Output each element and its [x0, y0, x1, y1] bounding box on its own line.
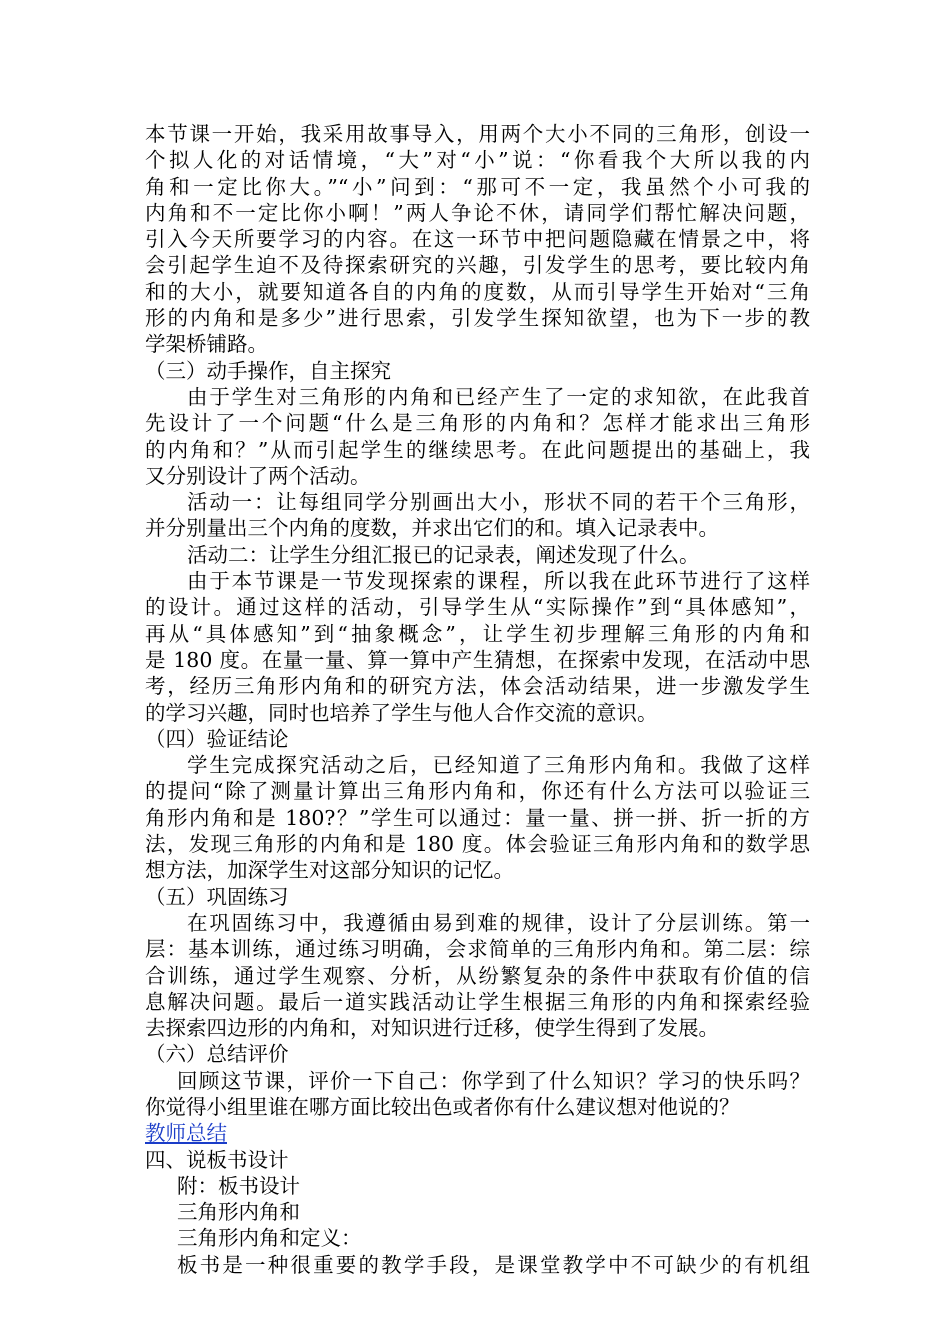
text-line: 的设计。通过这样的活动，引导学生从“实际操作”到“具体感知”， [145, 595, 810, 620]
section-heading-3: （三）动手操作，自主探究 [145, 358, 391, 383]
activity-1 [145, 489, 810, 542]
text-line: 的提问“除了测量计算出三角形内角和，你还有什么方法可以验证三 [145, 779, 810, 804]
text-line: 活动一：让每组同学分别画出大小，形状不同的若干个三角形， [187, 490, 810, 515]
text-line: 层：基本训练，通过练习明确，会求简单的三角形内角和。第二层：综 [145, 937, 810, 962]
text-line: 形的内角和是多少”进行思索，引发学生探知欲望，也为下一步的教 [145, 306, 810, 331]
teacher-summary-link-row [145, 1120, 810, 1146]
board-design-section [145, 1173, 810, 1278]
section-5-paragraph [145, 910, 810, 1041]
text-line: 学架桥铺路。 [145, 332, 268, 357]
text-line: 引入今天所要学习的内容。在这一环节中把问题隐藏在情景之中，将 [145, 227, 810, 252]
section-3-paragraph-2 [145, 568, 810, 726]
text-line: 并分别量出三个内角的度数，并求出它们的和。填入记录表中。 [145, 516, 719, 541]
section-heading-5: （五）巩固练习 [145, 884, 289, 909]
text-line: 由于学生对三角形的内角和已经产生了一定的求知欲，在此我首 [187, 384, 810, 409]
text-line: 法，发现三角形的内角和是 180 度。体会验证三角形内角和的数学思 [145, 832, 810, 857]
text-line: 考，经历三角形内角和的研究方法，体会活动结果，进一步激发学生 [145, 674, 810, 699]
text-line: 个拟人化的对话情境，“大”对“小”说：“你看我个大所以我的内 [145, 148, 810, 173]
section-6-paragraph [145, 1068, 810, 1121]
text-line: 三角形内角和 [177, 1200, 300, 1225]
text-line: 和的大小，就要知道各自的内角的度数，从而引导学生开始对“三角 [145, 279, 810, 304]
document-page [145, 121, 810, 1278]
text-line: 在巩固练习中，我遵循由易到难的规律，设计了分层训练。第一 [187, 910, 810, 935]
text-line: 你觉得小组里谁在哪方面比较出色或者你有什么建议想对他说的？ [145, 1094, 740, 1119]
text-line: 角和一定比你大。”“小”问到：“那可不一定，我虽然个小可我的 [145, 174, 810, 199]
text-line: 的学习兴趣，同时也培养了学生与他人合作交流的意识。 [145, 700, 658, 725]
text-line: 再从“具体感知”到“抽象概念”，让学生初步理解三角形的内角和 [145, 621, 810, 646]
text-line: 的内角和？”从而引起学生的继续思考。在此问题提出的基础上，我 [145, 437, 810, 462]
text-line: 角形内角和是 180?？”学生可以通过：量一量、拼一拼、折一折的方 [145, 805, 810, 830]
text-line: 想方法，加深学生对这部分知识的记忆。 [145, 858, 514, 883]
activity-2: 活动二：让学生分组汇报已的记录表，阐述发现了什么。 [187, 542, 700, 567]
section-4-paragraph [145, 752, 810, 883]
section-heading-6: （六）总结评价 [145, 1042, 289, 1067]
text-line: 板书是一种很重要的教学手段，是课堂教学中不可缺少的有机组 [177, 1252, 810, 1277]
text-line: 去探索四边形的内角和，对知识进行迁移，使学生得到了发展。 [145, 1016, 719, 1041]
intro-paragraph [145, 121, 810, 358]
section-heading-4: （四）验证结论 [145, 726, 289, 751]
text-line: 本节课一开始，我采用故事导入，用两个大小不同的三角形，创设一 [145, 122, 810, 146]
text-line: 会引起学生迫不及待探索研究的兴趣，引发学生的思考，要比较内角 [145, 253, 810, 278]
text-line: 三角形内角和定义： [177, 1226, 362, 1251]
section-heading-board: 四、说板书设计 [145, 1147, 289, 1172]
text-line: 附：板书设计 [177, 1173, 300, 1198]
text-line: 又分别设计了两个活动。 [145, 463, 371, 488]
teacher-summary-link[interactable]: 教师总结 [145, 1121, 227, 1146]
text-line: 内角和不一定比你小啊！”两人争论不休，请同学们帮忙解决问题， [145, 200, 810, 225]
section-3-paragraph-1 [145, 384, 810, 489]
text-line: 先设计了一个问题“什么是三角形的内角和？怎样才能求出三角形 [145, 411, 810, 436]
text-line: 由于本节课是一节发现探索的课程，所以我在此环节进行了这样 [187, 569, 810, 594]
text-line: 是 180 度。在量一量、算一算中产生猜想，在探索中发现，在活动中思 [145, 647, 810, 672]
text-line: 息解决问题。最后一道实践活动让学生根据三角形的内角和探索经验 [145, 989, 810, 1014]
text-line: 回顾这节课，评价一下自己：你学到了什么知识？学习的快乐吗？ [177, 1068, 810, 1093]
text-line: 合训练，通过学生观察、分析，从纷繁复杂的条件中获取有价值的信 [145, 963, 810, 988]
text-line: 学生完成探究活动之后，已经知道了三角形内角和。我做了这样 [187, 753, 810, 778]
